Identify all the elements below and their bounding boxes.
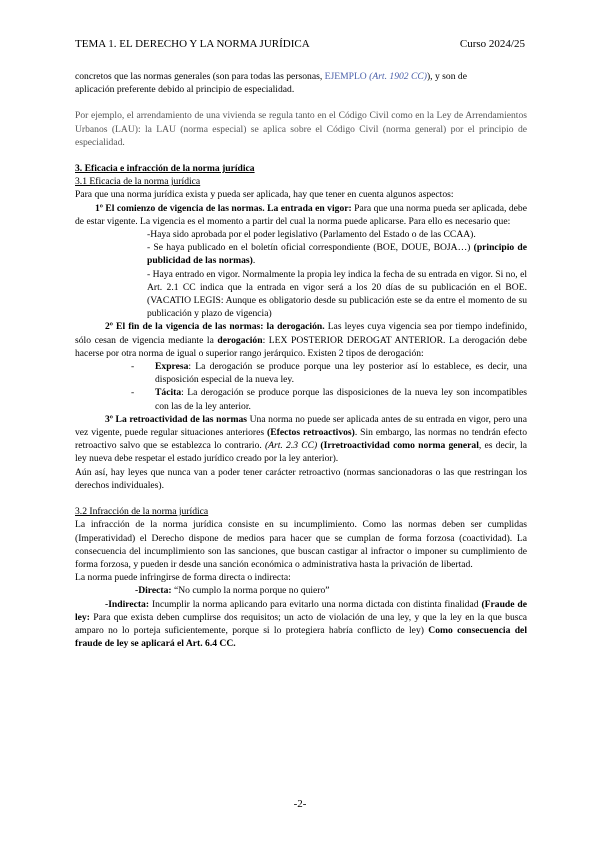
point-2-paragraph: 2º El fin de la vigencia de las normas: la derogación. Las leyes cuya vigencia sea por tiempo indefinido, sólo cesan de vigencia mediante la derogación: LEX POSTERIOR DEROGAT ANTERIOR. La derogación debe hacerse por otra norma de igual o superior rango jerárquico. Existen 2 tipos de derogación: [75,321,527,359]
infraction-paragraph: La infracción de la norma jurídica consiste en su incumplimiento. Como las normas deben ser cumplidas (Imperatividad) el Derecho dispone de medios para hacer que se cumplan de forma forzosa (coactividad). La consecuencia del incumplimiento son las sanciones, que buscan castigar al infractor o imponer su cumplimiento de forma forzosa, y pueden ir desde una sanción económica o administrativa hasta la privación de libertad. [75,519,527,570]
section-heading: 3. Eficacia e infracción de la norma jurídica [75,163,255,175]
requirement-3: - Haya entrado en vigor. Normalmente la propia ley indica la fecha de su entrada en vigor. Si no, el Art. 2.1 CC indica que la entrada en vigor será a los 20 días de su publicación en el BOE. (VACATIO LEGIS: Aunque es obligatorio desde su publicación este se da entre el momento de su publicación y plazo de vigencia) [147,268,527,320]
infraction-types-intro: La norma puede infringirse de forma directa o indirecta: [75,572,291,584]
derogation-term: derogación [217,334,263,346]
article-reference: (Art. 1902 CC) [369,71,427,82]
point-1-text: Para que una norma pueda ser aplicada, debe de estar vigente. La vigencia es el momento a partir del cual la norma puede aplicarse. Para ello es necesario que: [75,202,527,227]
example-label: EJEMPLO [324,71,367,82]
requirement-2: - Se haya publicado en el boletín oficial correspondiente (BOE, DOUE, BOJA…) (principio de publicidad de las normas). [147,242,527,267]
page-number: -2- [293,798,307,810]
page-header [75,38,525,52]
example-paragraph: Por ejemplo, el arrendamiento de una vivienda se regula tanto en el Código Civil como en la Ley de Arrendamientos Urbanos (LAU): la LAU (norma especial) se aplica sobre el Código Civil (norma general) por el principio de especialidad. [75,110,527,148]
requirement-1: -Haya sido aprobada por el poder legislativo (Parlamento del Estado o de las CCAA). [147,229,476,241]
direct-label: -Directa: [135,585,172,597]
publicity-principle: (principio de publicidad de las normas) [147,242,527,267]
bullet-dash: - [131,387,135,399]
point-2-title: 2º El fin de la vigencia de las normas: la derogación. [105,321,325,333]
point-4-paragraph: Aún así, hay leyes que nunca van a poder tener carácter retroactivo (normas sancionadoras o las que restringan los derechos individuales). [75,466,527,491]
point-1-paragraph [75,202,527,228]
bullet-dash: - [131,361,135,373]
point-3-title: 3º La retroactividad de las normas [105,413,248,425]
intro-text-a: concretos que las normas generales (son para todas las personas, [75,71,325,82]
section-intro: Para que una norma jurídica exista y pueda ser aplicada, hay que tener en cuenta algunos aspectos: [75,189,454,201]
indirect-infraction: -Indirecta: Incumplir la norma aplicando para evitarlo una norma dictada con distinta finalidad (Fraude de ley: Para que exista deben cumplirse dos requisitos; un acto de violación de una ley, y que la ley en la que busca amparo no lo porteja suficientemente, porque si lo protegiera habría conflicto de ley) Como consecuencia del fraude de ley se aplicará el Art. 6.4 CC. [75,598,527,650]
intro-paragraph [75,70,527,96]
article-reference: (Art. 2.3 CC) [264,440,318,452]
page-content [75,70,527,650]
derogation-type-label: Expresa [155,361,189,373]
derogation-tacita: - Tácita: La derogación se produce porque las disposiciones de la nueva ley son incompatibles con las de la ley anterior. [131,387,527,412]
header-course: Curso 2024/25 [459,38,525,50]
fraud-of-law: (Fraude de ley: [75,598,527,623]
header-title: TEMA 1. EL DERECHO Y LA NORMA JURÍDICA [75,38,310,50]
irretroactivity: (Irretroactividad como norma general [317,440,479,452]
intro-text-c: aplicación preferente debido al principio de especialidad. [75,84,295,96]
derogation-type-label: Tácita [155,387,182,399]
direct-infraction: -Directa: “No cumplo la norma porque no quiero” [135,585,330,597]
intro-text-b: ), y son de [426,71,467,82]
subsection-heading-3-1: 3.1 Eficacia de la norma jurídica [75,176,201,188]
retroactive-effects: (Efectos retroactivos) [267,427,355,439]
derogation-expresa: - Expresa: La derogación se produce porque una ley posterior así lo establece, es decir, una disposición especial de la nueva ley. [131,361,527,386]
point-3-paragraph: 3º La retroactividad de las normas Una norma no puede ser aplicada antes de su entrada en vigor, pero una vez vigente, puede regular situaciones anteriores (Efectos retroactivos). Sin embargo, las normas no tendrán efecto retroactivo salvo que se establezca lo contrario. (Art. 2.3 CC) (Irretroactividad como norma general, es decir, la ley nueva debe respetar el estado jurídico creado por la ley anterior). [75,413,527,465]
point-1-title: 1º El comienzo de vigencia de las normas. La entrada en vigor: [95,202,352,214]
subsection-heading-3-2: 3.2 Infracción de la norma jurídica [75,506,209,518]
indirect-label: -Indirecta: [105,598,150,610]
